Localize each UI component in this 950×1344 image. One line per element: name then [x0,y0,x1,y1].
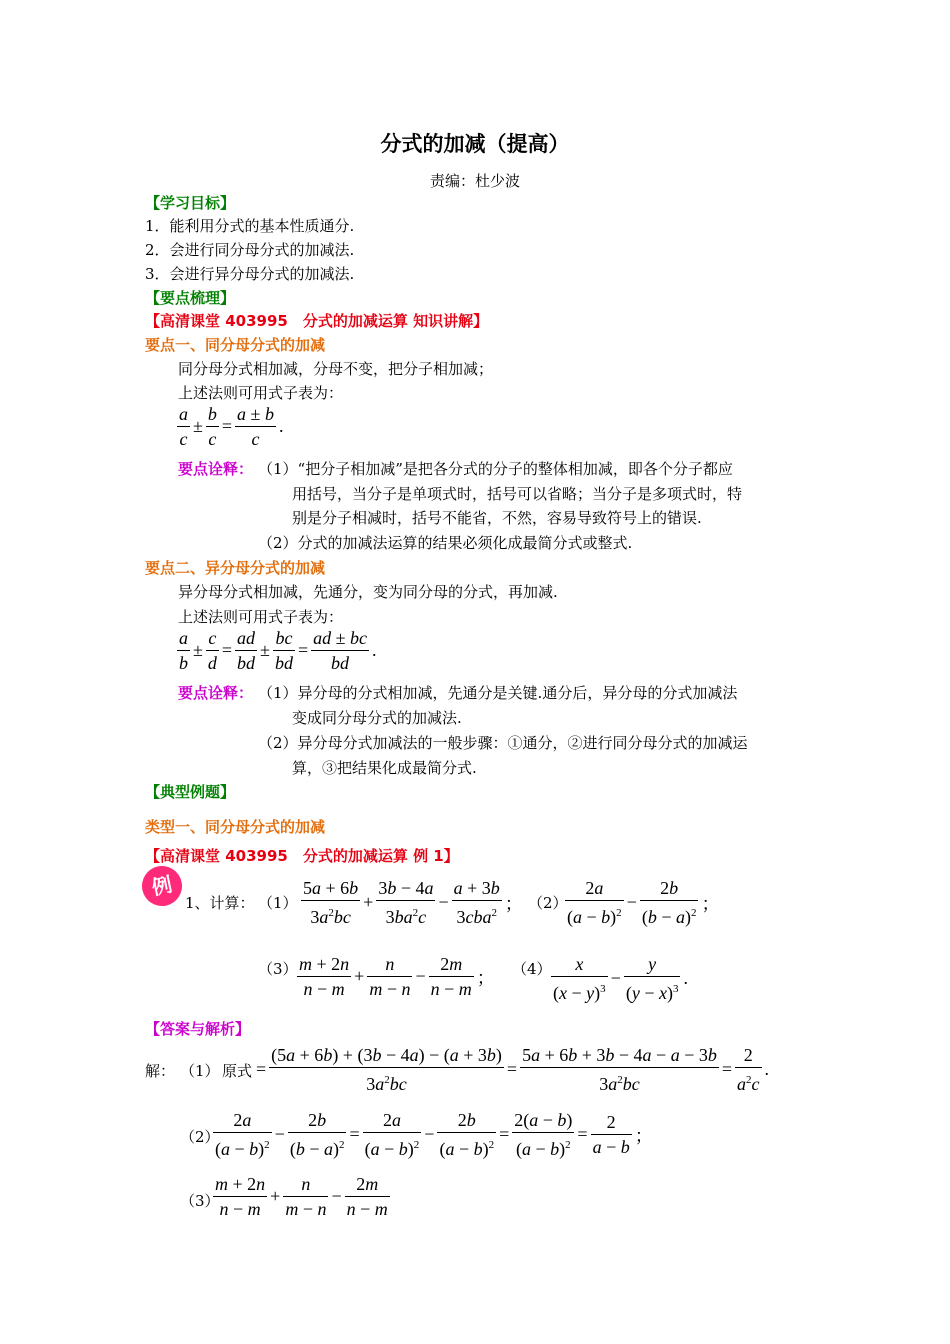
point1-note: （2）分式的加减法运算的结果必须化成最简分式或整式. [258,534,633,552]
problem-label: （4） [512,960,552,978]
point1-text: 同分母分式相加减，分母不变，把分子相加减； [178,360,494,378]
problem-3-expression: $\frac{m + 2n}{n - m}$ + $\frac{n}{m - n}$ − $\frac{2m}{n - m}$ ； [299,954,495,999]
problem-label: （3） [258,960,298,978]
goal-item: 3．会进行异分母分式的加减法. [145,265,355,283]
point2-heading: 要点二、异分母分式的加减 [145,559,326,577]
point2-note: 算，③把结果化成最简分式. [292,759,477,777]
original-label: 原式 [222,1062,253,1080]
points-heading: 【要点梳理】 [145,289,236,307]
goals-heading: 【学习目标】 [145,194,236,212]
point2-note: 变成同分母分式的加减法. [292,709,462,727]
examples-heading: 【典型例题】 [145,783,236,801]
example-badge-icon: 例 [138,862,185,909]
problem-label: （1） [258,894,298,912]
goal-item: 1．能利用分式的基本性质通分. [145,217,355,235]
problem-label: （3） [180,1192,220,1210]
solution-3-expression: $\frac{m + 2n}{n - m}$ + $\frac{n}{m - n}$ − $\frac{2m}{n - m}$ [215,1174,388,1219]
type1-heading: 类型一、同分母分式的加减 [145,818,326,836]
formula-different-denominator: $\frac{a}{b}$ ± $\frac{c}{d}$ = $\frac{ad}{bd}$ ± $\frac{bc}{bd}$ = $\frac{ad \pm bc}{bd}$ . [179,628,377,673]
solution-2-expression: $\frac{2a}{(a - b)^2}$ − $\frac{2b}{(b - a)^2}$ = $\frac{2a}{(a - b)^2}$ − $\frac{2b}{(a - b)^2}$ = $\frac{2(a - b)}{(a - b)^2}$ = $\frac{2}{a - b}$ ； [215,1110,653,1159]
formula-same-denominator: $\frac{a}{c}$ ± $\frac{b}{c}$ = $\frac{a \pm b}{c}$ . [179,404,284,449]
note-label: 要点诠释： [178,684,254,702]
point1-note: （1）“把分子相加减”是把各分式的分子的整体相加减，即各个分子都应 [258,460,733,478]
point1-note: 别是分子相减时，括号不能省，不然，容易导致符号上的错误. [292,509,702,527]
page-title: 分式的加减（提高） [380,132,570,156]
point1-note: 用括号，当分子是单项式时，括号可以省略；当分子是多项式时，特 [292,485,743,503]
problem-2-expression: $\frac{2a}{(a - b)^2}$ − $\frac{2b}{(b - a)^2}$ ； [567,878,720,927]
example-label: 1、计算： [185,894,255,912]
problem-label: （1） [180,1062,220,1080]
point1-heading: 要点一、同分母分式的加减 [145,336,326,354]
problem-1-expression: $\frac{5a + 6b}{3a^2bc}$ + $\frac{3b - 4a}{3ba^2c}$ − $\frac{a + 3b}{3cba^2}$ ； [303,878,523,927]
point2-text: 异分母分式相加减，先通分，变为同分母的分式，再加减. [178,583,558,601]
answer-heading: 【答案与解析】 [145,1020,251,1038]
video-link-1[interactable]: 【高清课堂 403995 分式的加减运算 知识讲解】 [145,312,489,330]
point2-note: （2）异分母分式加减法的一般步骤：①通分，②进行同分母分式的加减运 [258,734,748,752]
goal-item: 2．会进行同分母分式的加减法. [145,241,355,259]
point2-text: 上述法则可用式子表为： [178,608,344,626]
point1-text: 上述法则可用式子表为： [178,384,344,402]
solution-1-expression: = $\frac{(5a + 6b) + (3b - 4a) - (a + 3b)}{3a^2bc}$ = $\frac{5a + 6b + 3b - 4a - a - 3b}{3a^2bc}$ = $\frac{2}{a^2c}$ . [256,1045,769,1094]
problem-label: （2） [180,1128,220,1146]
video-link-2[interactable]: 【高清课堂 403995 分式的加减运算 例 1】 [145,847,459,865]
editor-line: 责编：杜少波 [429,172,520,190]
note-label: 要点诠释： [178,460,254,478]
problem-4-expression: $\frac{x}{(x - y)^3}$ − $\frac{y}{(y - x)^3}$ . [553,954,688,1003]
problem-label: （2） [528,894,568,912]
point2-note: （1）异分母的分式相加减，先通分是关键.通分后，异分母的分式加减法 [258,684,738,702]
solution-label: 解： [145,1062,176,1080]
